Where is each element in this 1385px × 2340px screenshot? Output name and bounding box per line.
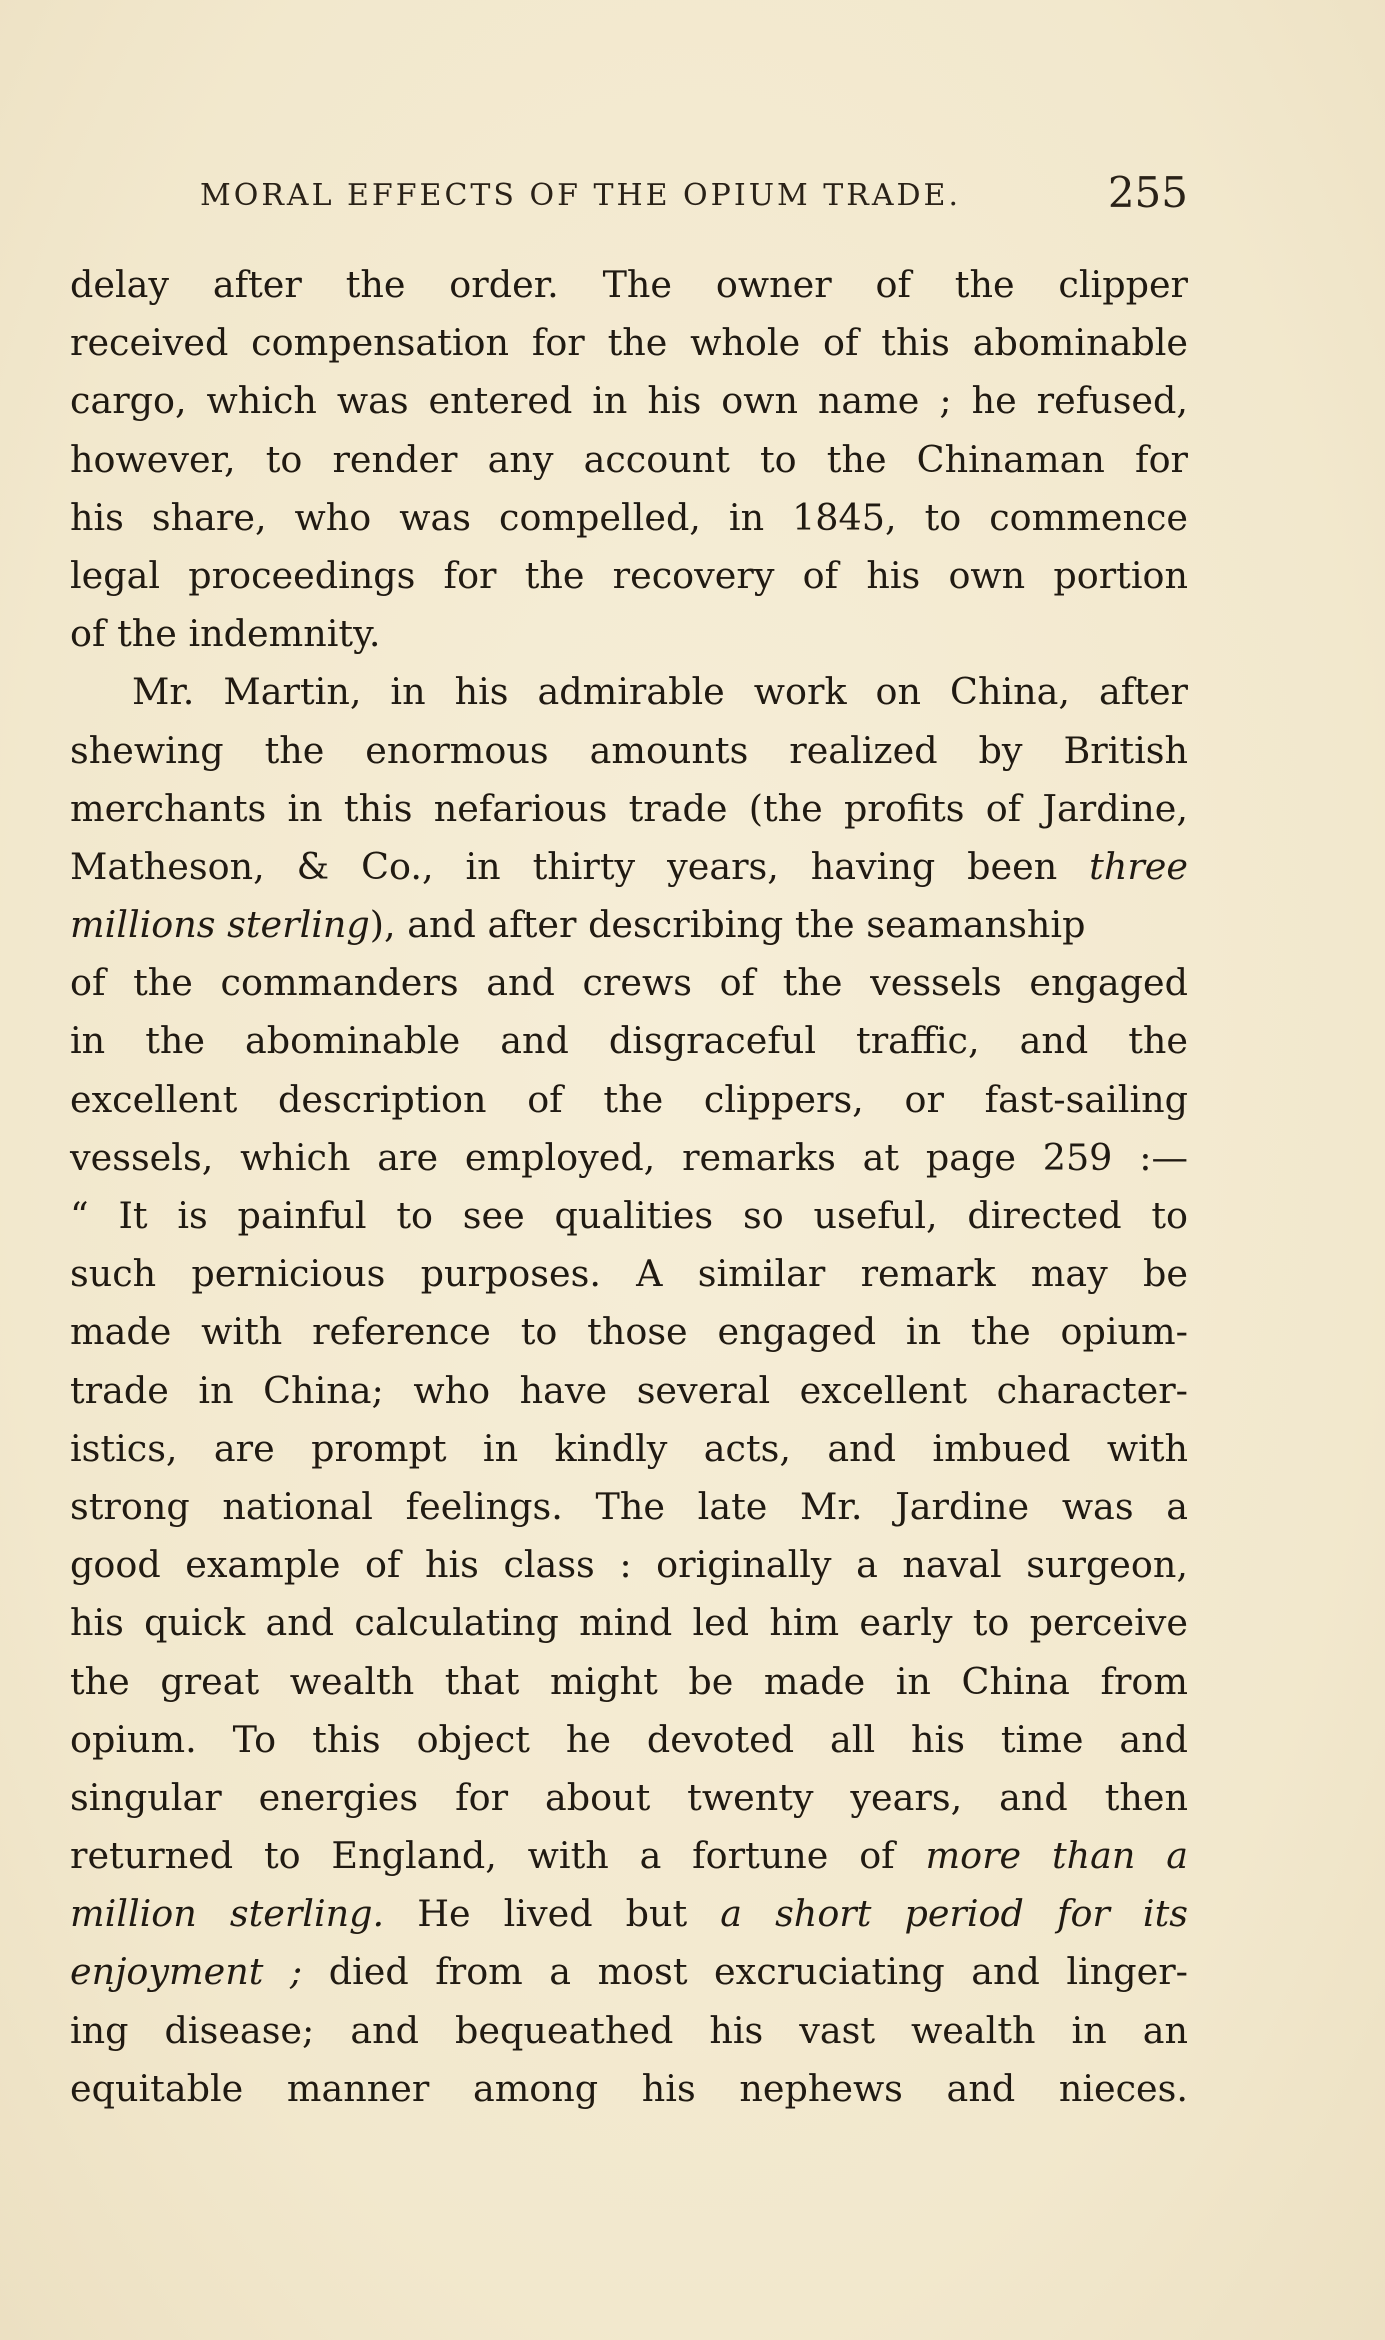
body-text	[70, 256, 1188, 2118]
text-line: opium. To this object he devoted all his time and	[70, 1717, 1188, 1761]
running-title: MORAL EFFECTS OF THE OPIUM TRADE.	[200, 178, 961, 213]
italic-text: more than a	[925, 1834, 1188, 1878]
text-line: of the commanders and crews of the vessels engaged	[70, 961, 1188, 1005]
italic-text: three	[1089, 844, 1188, 888]
text-line: Mr. Martin, in his admirable work on China, after	[132, 670, 1188, 714]
text-line: istics, are prompt in kindly acts, and imbued with	[70, 1426, 1188, 1470]
text-line: such pernicious purposes. A similar remark may be	[70, 1252, 1188, 1296]
text-line: his share, who was compelled, in 1845, to commence	[70, 495, 1188, 539]
page-number: 255	[1107, 168, 1188, 217]
text-line: strong national feelings. The late Mr. Jardine was a	[70, 1484, 1188, 1528]
italic-text: millions sterling	[70, 903, 370, 947]
text-line: enjoyment ; died from a most excruciating and linger-	[70, 1950, 1188, 1994]
text-line: merchants in this nefarious trade (the profits of Jardine,	[70, 786, 1188, 830]
text-line: excellent description of the clippers, or fast-sailing	[70, 1077, 1188, 1121]
italic-text: enjoyment ;	[70, 1950, 303, 1994]
text-line: equitable manner among his nephews and nieces.	[70, 2066, 1188, 2110]
text-line: good example of his class : originally a naval surgeon,	[70, 1543, 1188, 1587]
text-line: vessels, which are employed, remarks at page 259 :—	[70, 1135, 1188, 1179]
text-line: Matheson, & Co., in thirty years, having been three	[70, 844, 1188, 888]
text-line: trade in China; who have several excellent character-	[70, 1368, 1188, 1412]
text-line: million sterling. He lived but a short period for its	[70, 1892, 1189, 1936]
page-header	[200, 168, 1188, 218]
text-line: his quick and calculating mind led him early to perceive	[70, 1601, 1188, 1645]
text-line: cargo, which was entered in his own name ; he refused,	[70, 379, 1188, 423]
text-line: in the abominable and disgraceful traffic, and the	[70, 1019, 1188, 1063]
text-line: legal proceedings for the recovery of his own portion	[70, 553, 1188, 597]
text-line: made with reference to those engaged in the opium-	[70, 1310, 1188, 1354]
text-line: received compensation for the whole of this abominable	[70, 321, 1188, 365]
text-line: millions sterling), and after describing the seamanship	[70, 903, 1086, 947]
text-line: returned to England, with a fortune of more than a	[70, 1834, 1188, 1878]
italic-text: a short period for its	[720, 1892, 1189, 1936]
text-line: singular energies for about twenty years, and then	[70, 1775, 1188, 1819]
text-line: ing disease; and bequeathed his vast wealth in an	[70, 2008, 1188, 2052]
text-line: however, to render any account to the Chinaman for	[70, 437, 1188, 481]
text-line: of the indemnity.	[70, 612, 381, 656]
text-line: the great wealth that might be made in China from	[70, 1659, 1188, 1703]
text-line: “ It is painful to see qualities so useful, directed to	[70, 1194, 1188, 1237]
italic-text: million sterling.	[70, 1892, 385, 1936]
text-line: delay after the order. The owner of the clipper	[70, 263, 1188, 306]
text-line: shewing the enormous amounts realized by British	[70, 728, 1188, 772]
